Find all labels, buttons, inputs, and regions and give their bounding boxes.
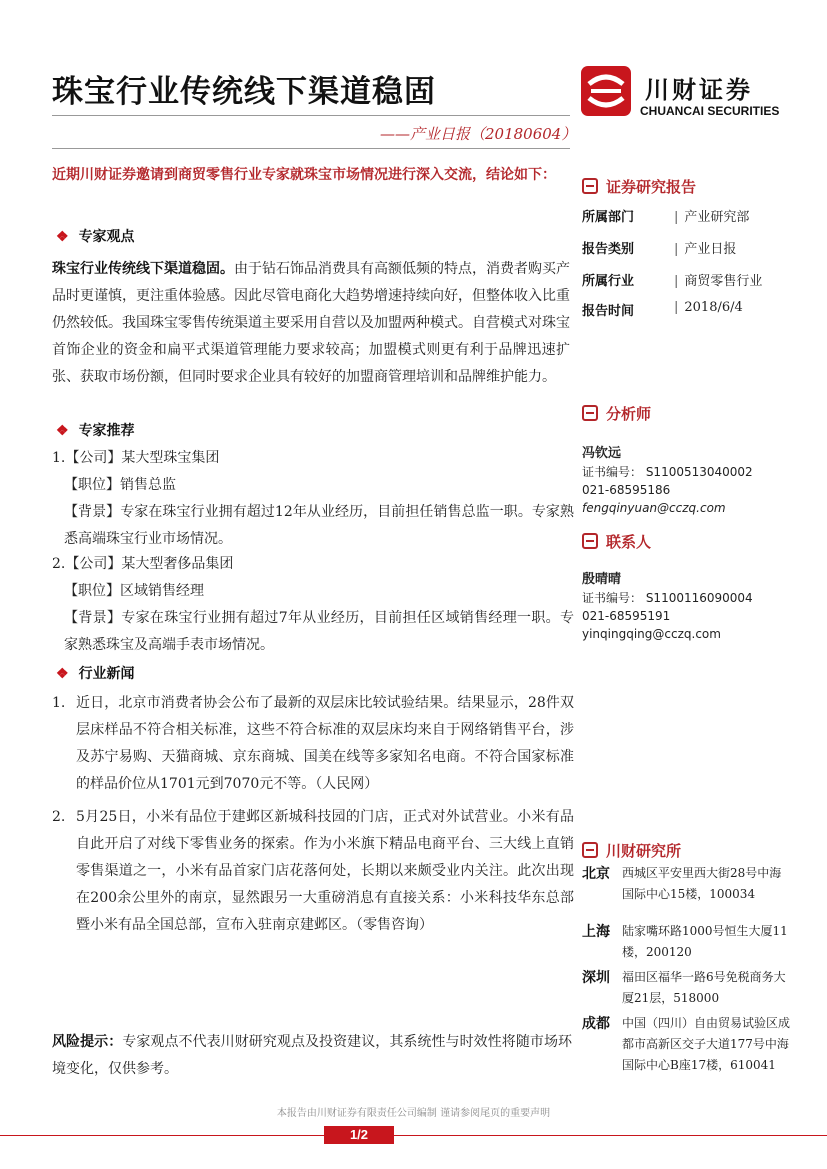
recommend-item-1: 1.【公司】某大型珠宝集团 【职位】销售总监 【背景】专家在珠宝行业拥有超过12年从业经历，目前担任销售总监一职。专家熟悉高端珠宝行业市场情况。 bbox=[52, 450, 574, 547]
analyst-phone: 021-68595186 bbox=[582, 483, 671, 497]
diamond-bullet-icon: ❖ bbox=[56, 229, 69, 245]
analyst-email[interactable]: fengqinyuan@cczq.com bbox=[582, 501, 726, 515]
report-info-row: 所属部门 | 产业研究部 bbox=[582, 206, 782, 238]
office-shenzhen: 深圳 福田区福华一路6号免税商务大厦21层，518000 bbox=[582, 970, 786, 1005]
page-number: 1/2 bbox=[324, 1126, 394, 1144]
expert-view-lead: 珠宝行业传统线下渠道稳固。 bbox=[52, 261, 234, 277]
contact-card bbox=[582, 568, 753, 643]
section-expert-view: ❖ 专家观点 bbox=[56, 229, 135, 245]
office-shanghai: 上海 陆家嘴环路1000号恒生大厦11楼，200120 bbox=[582, 924, 788, 959]
diamond-bullet-icon: ❖ bbox=[56, 666, 69, 682]
contact-email[interactable]: yinqingqing@cczq.com bbox=[582, 627, 721, 641]
analyst-cert: 证书编号： S1100513040002 bbox=[582, 465, 753, 479]
sidebar-institute-heading: 川财研究所 bbox=[582, 840, 681, 861]
logo-chinese-name: 川财证券 bbox=[645, 76, 753, 104]
section-marker-icon bbox=[582, 842, 598, 858]
report-info-row: 报告类别 | 产业日报 bbox=[582, 238, 782, 270]
report-info-row: 所属行业 | 商贸零售行业 bbox=[582, 270, 782, 300]
company-logo-icon bbox=[581, 66, 631, 116]
expert-view-body: 由于钻石饰品消费具有高额低频的特点，消费者购买产品时更谨慎，更注重体验感。因此尽管电商化大趋势增速持续向好，但整体收入比重仍然较低。我国珠宝零售传统渠道主要采用自营以及加盟两种模式。自营模式对珠宝首饰企业的资金和扁平式渠道管理能力要求较高；加盟模式则更有利于品牌迅速扩张、获取市场份额，但同时要求企业具有较好的加盟商管理培训和品牌维护能力。 bbox=[52, 261, 570, 385]
analyst-card bbox=[582, 442, 753, 517]
recommend-item-2: 2.【公司】某大型奢侈品集团 【职位】区域销售经理 【背景】专家在珠宝行业拥有超过7年从业经历，目前担任区域销售经理一职。专家熟悉珠宝及高端手表市场情况。 bbox=[52, 556, 574, 653]
footer-disclaimer: 本报告由川财证券有限责任公司编制 谨请参阅尾页的重要声明 bbox=[276, 1108, 551, 1119]
report-info-list bbox=[582, 206, 782, 330]
analyst-name: 冯钦远 bbox=[582, 446, 622, 461]
section-industry-news: ❖ 行业新闻 bbox=[56, 666, 135, 682]
risk-warning bbox=[52, 1029, 572, 1083]
header-divider bbox=[52, 115, 570, 116]
contact-phone: 021-68595191 bbox=[582, 609, 671, 623]
office-list bbox=[582, 863, 791, 1097]
section-expert-recommend: ❖ 专家推荐 bbox=[56, 423, 135, 439]
expert-view-paragraph bbox=[52, 256, 570, 391]
risk-label: 风险提示： bbox=[52, 1034, 123, 1050]
sidebar-analyst-heading: 分析师 bbox=[582, 403, 651, 424]
section-marker-icon bbox=[582, 533, 598, 549]
page-title: 珠宝行业传统线下渠道稳固 bbox=[52, 74, 436, 110]
office-beijing: 北京 西城区平安里西大街28号中海国际中心15楼，100034 bbox=[582, 866, 782, 901]
header-divider-bottom bbox=[52, 148, 570, 149]
report-subtitle: ——产业日报（20180604） bbox=[380, 125, 577, 143]
contact-name: 殷晴晴 bbox=[582, 572, 622, 587]
logo-english-name: CHUANCAI SECURITIES bbox=[640, 104, 780, 118]
intro-text: 近期川财证券邀请到商贸零售行业专家就珠宝市场情况进行深入交流，结论如下： bbox=[52, 167, 556, 183]
news-item-1: 1. 近日，北京市消费者协会公布了最新的双层床比较试验结果。结果显示，28件双层床样品不符合相关标准，这些不符合标准的双层床均来自于网络销售平台，涉及苏宁易购、天猫商城、京东商城、国美在线等多家知名电商。不符合国家标准的样品价位从1701元到7070元不等。（人民网） bbox=[52, 695, 574, 792]
news-item-2: 2. 5月25日，小米有品位于建邺区新城科技园的门店，正式对外试营业。小米有品自此开启了对线下零售业务的探索。作为小米旗下精品电商平台、三大线上直销零售渠道之一，小米有品首家门店花落何处，长期以来颇受业内关注。此次出现在200余公里外的南京，显然跟另一大重磅消息有直接关系：小米科技华东总部暨小米有品全国总部，宣布入驻南京建邺区。（零售咨询） bbox=[52, 809, 574, 933]
sidebar-report-heading: 证券研究报告 bbox=[582, 176, 696, 197]
risk-text: 专家观点不代表川财研究观点及投资建议，其系统性与时效性将随市场环境变化，仅供参考。 bbox=[52, 1034, 573, 1077]
office-chengdu: 成都 中国（四川）自由贸易试验区成都市高新区交子大道177号中海国际中心B座17楼，610041 bbox=[582, 1016, 791, 1072]
section-marker-icon bbox=[582, 405, 598, 421]
diamond-bullet-icon: ❖ bbox=[56, 423, 69, 439]
section-marker-icon bbox=[582, 178, 598, 194]
sidebar-contact-heading: 联系人 bbox=[582, 531, 651, 552]
report-info-row: 报告时间 | 2018/6/4 bbox=[582, 300, 782, 330]
footer-rule bbox=[0, 1135, 827, 1136]
contact-cert: 证书编号： S1100116090004 bbox=[582, 591, 753, 605]
